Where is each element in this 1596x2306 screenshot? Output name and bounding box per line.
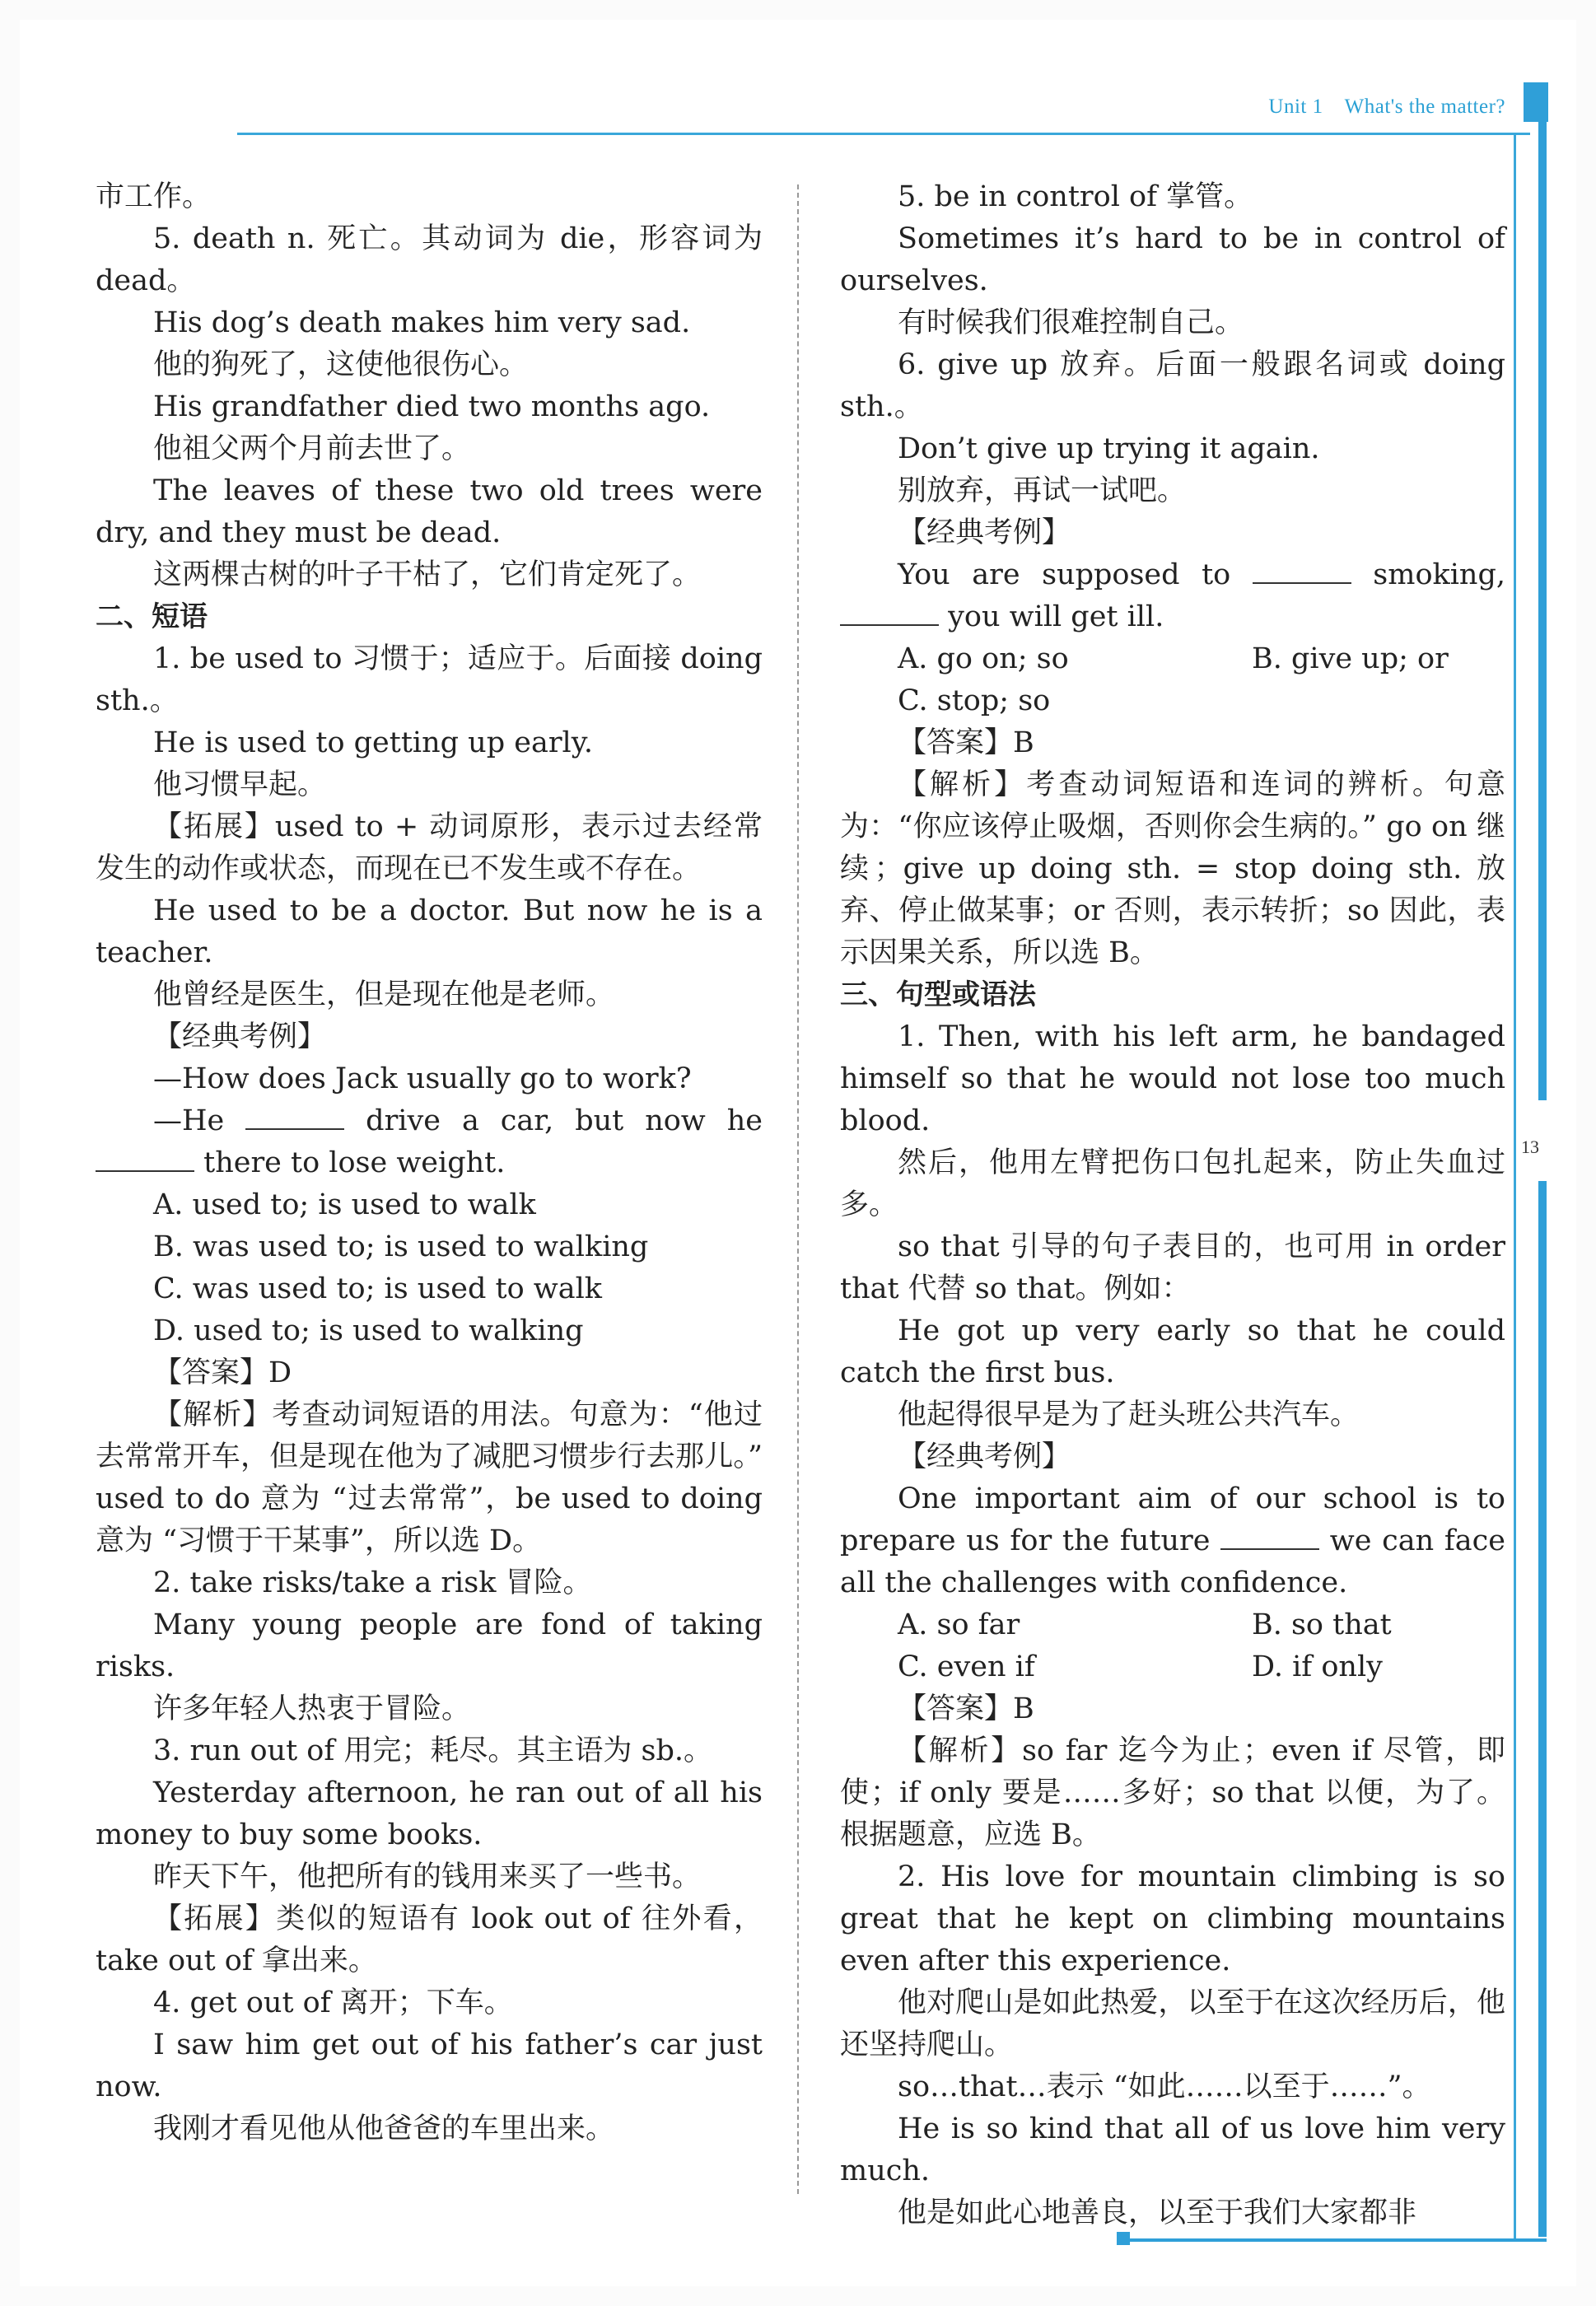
paragraph: 昨天下午，他把所有的钱用来买了一些书。 (153, 1860, 702, 1893)
paragraph: 市工作。 (96, 180, 212, 213)
option-text: C. even if (898, 1650, 1035, 1683)
left-column (96, 176, 763, 2150)
paragraph: His dog’s death makes him very sad. (153, 306, 691, 339)
paragraph: so…that…表示 “如此……以至于……”。 (898, 2070, 1431, 2103)
paragraph: 【解析】考查动词短语和连词的辨析。句意为：“你应该停止吸烟，否则你会生病的。” go on 继续；give up doing sth. = stop doing sth. 放弃、停止做某事；or 否则，表示转折；so 因此，表示因果关系，所以选 B。 (840, 768, 1505, 969)
paragraph: He used to be a doctor. But now he is a teacher. (96, 894, 763, 969)
paragraph: He got up very early so that he could catch the first bus. (840, 1314, 1505, 1389)
paragraph: I saw him get out of his father’s car just now. (96, 2028, 763, 2103)
paragraph: 【解析】so far 迄今为止；even if 尽管，即使；if only 要是……多好；so that 以便，为了。根据题意，应选 B。 (840, 1734, 1505, 1851)
paragraph: 他曾经是医生，但是现在他是老师。 (153, 978, 615, 1011)
right-edge-bar-bottom (1538, 1181, 1547, 2237)
paragraph: 1. be used to 习惯于；适应于。后面接 doing sth.。 (96, 642, 763, 717)
right-edge-bar-top (1538, 122, 1547, 1100)
paragraph: 2. take risks/take a risk 冒险。 (153, 1566, 592, 1599)
paragraph: His grandfather died two months ago. (153, 390, 711, 423)
paragraph: 许多年轻人热衷于冒险。 (153, 1692, 471, 1725)
paragraph: Many young people are fond of taking risks. (96, 1608, 763, 1683)
paragraph: 5. be in control of 掌管。 (898, 180, 1253, 213)
option-text: B. was used to; is used to walking (153, 1230, 649, 1263)
option-text: B. so that (1252, 1608, 1392, 1641)
paragraph: 他起得很早是为了赶头班公共汽车。 (898, 1398, 1360, 1431)
header-accent-block (1524, 82, 1548, 122)
paragraph: 有时候我们很难控制自己。 (898, 306, 1244, 339)
answer-blank (245, 1104, 344, 1130)
paragraph: 然后，他用左臂把伤口包扎起来，防止失血过多。 (840, 1146, 1505, 1221)
option-text: B. give up; or (1252, 642, 1449, 675)
paragraph: —He drive a car, but now he there to lose weight. (96, 1100, 763, 1184)
paragraph: Sometimes it’s hard to be in control of ourselves. (840, 222, 1505, 297)
paragraph: 他对爬山是如此热爱，以至于在这次经历后，他还坚持爬山。 (840, 1986, 1505, 2061)
paragraph: You are supposed to smoking, you will get ill. (840, 554, 1505, 638)
paragraph: 这两棵古树的叶子干枯了，它们肯定死了。 (153, 558, 702, 591)
option-text: A. so far (898, 1608, 1020, 1641)
paragraph: 【拓展】used to + 动词原形，表示过去经常发生的动作或状态，而现在已不发生或不存在。 (96, 810, 763, 885)
paragraph: 他的狗死了，这使他很伤心。 (153, 348, 529, 381)
paragraph: 他是如此心地善良，以至于我们大家都非 (898, 2196, 1417, 2229)
section-heading: 二、短语 (96, 600, 208, 633)
paragraph: The leaves of these two old trees were dry, and they must be dead. (96, 474, 763, 549)
paragraph: 别放弃，再试一试吧。 (898, 474, 1187, 507)
header-unit: Unit 1 (1268, 96, 1323, 118)
paragraph: One important aim of our school is to prepare us for the future we can face all the challenges with confidence. (840, 1482, 1505, 1599)
paragraph: 【答案】D (153, 1356, 292, 1389)
option-row (840, 1646, 1505, 1688)
paragraph: 【经典考例】 (898, 1440, 1071, 1473)
paragraph: He is used to getting up early. (153, 726, 593, 759)
paragraph: so that 引导的句子表目的，也可用 in order that 代替 so that。例如： (840, 1230, 1505, 1305)
section-heading: 三、句型或语法 (840, 978, 1036, 1011)
paragraph: —How does Jack usually go to work? (153, 1062, 692, 1095)
paragraph: 3. run out of 用完；耗尽。其主语为 sb.。 (153, 1734, 713, 1767)
option-text: D. used to; is used to walking (153, 1314, 584, 1347)
paragraph: 【解析】考查动词短语的用法。句意为：“他过去常常开车，但是现在他为了减肥习惯步行去那儿。” used to do 意为 “过去常常”，be used to doing 意为 “习惯于干某事”，所以选 D。 (96, 1398, 763, 1557)
paragraph: 6. give up 放弃。后面一般跟名词或 doing sth.。 (840, 348, 1505, 423)
paragraph: Don’t give up trying it again. (898, 432, 1320, 465)
answer-blank (96, 1146, 194, 1172)
paragraph: 1. Then, with his left arm, he bandaged himself so that he would not lose too much blood. (840, 1020, 1505, 1137)
page-number: 13 (1521, 1137, 1539, 1157)
paragraph: 他习惯早起。 (153, 768, 327, 801)
paragraph: Yesterday afternoon, he ran out of all his money to buy some books. (96, 1776, 763, 1851)
running-header (1247, 96, 1505, 119)
paragraph: 【拓展】类似的短语有 look out of 往外看，take out of 拿出来。 (96, 1902, 763, 1977)
option-text: C. was used to; is used to walk (153, 1272, 603, 1305)
option-row (840, 638, 1505, 680)
right-column (840, 176, 1505, 2234)
option-text: A. go on; so (898, 642, 1069, 675)
right-margin-rule (1514, 135, 1516, 2240)
option-text: A. used to; is used to walk (153, 1188, 536, 1221)
header-rule (237, 133, 1530, 135)
paragraph: 【答案】B (898, 1692, 1034, 1725)
paragraph: 【答案】B (898, 726, 1034, 759)
column-divider (797, 184, 799, 2194)
paragraph: 4. get out of 离开；下车。 (153, 1986, 513, 2019)
paragraph: 我刚才看见他从他爸爸的车里出来。 (153, 2112, 615, 2145)
paragraph: He is so kind that all of us love him very much. (840, 2112, 1505, 2187)
header-title: What's the matter? (1344, 96, 1505, 118)
answer-blank (1253, 558, 1351, 584)
option-row (840, 1604, 1505, 1646)
bottom-rule (1128, 2238, 1547, 2242)
option-text: C. stop; so (898, 684, 1051, 717)
paragraph: 【经典考例】 (153, 1020, 327, 1053)
answer-blank (840, 600, 939, 626)
answer-blank (1220, 1524, 1319, 1550)
paragraph: 【经典考例】 (898, 516, 1071, 549)
paragraph: 2. His love for mountain climbing is so great that he kept on climbing mountains even after this experience. (840, 1860, 1505, 1977)
paragraph: 他祖父两个月前去世了。 (153, 432, 471, 465)
option-text: D. if only (1252, 1650, 1383, 1683)
paragraph: 5. death n. 死亡。其动词为 die，形容词为 dead。 (96, 222, 763, 297)
